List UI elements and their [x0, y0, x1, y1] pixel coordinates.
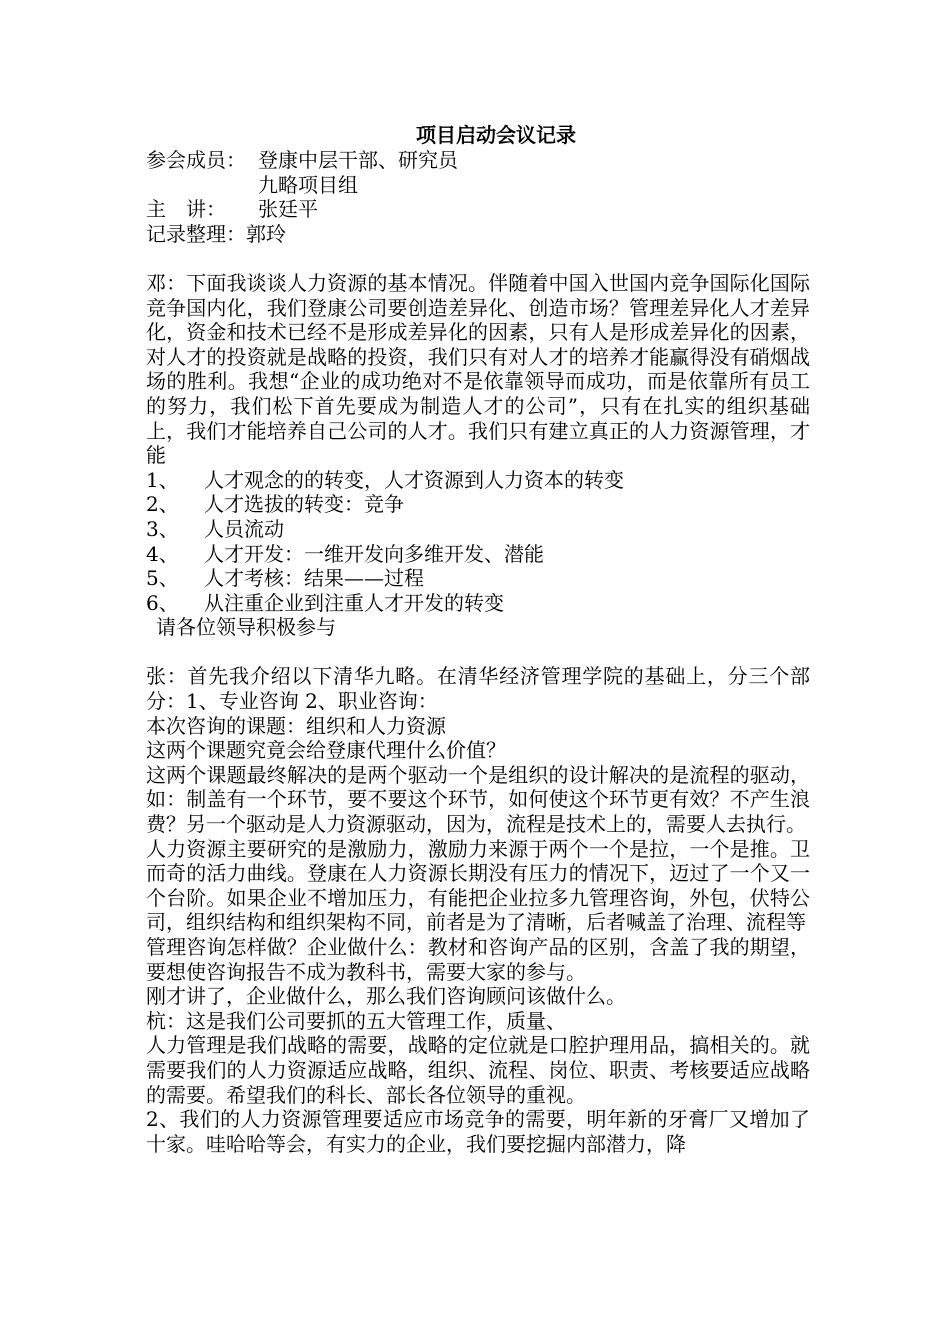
section2-paragraph-2: 本次咨询的课题：组织和人力资源: [146, 713, 446, 738]
recorder-value: 郭玲: [246, 221, 286, 246]
section2-paragraph-3: 这两个课题究竟会给登康代理什么价值？: [146, 738, 506, 763]
list-item-number: 1、: [146, 467, 179, 492]
list-item-number: 3、: [146, 516, 179, 541]
section2-paragraph-10: 2、我们的人力资源管理要适应市场竞争的需要，明年新的牙膏厂又增加了十家。哇哈哈等会，有实力的企业，我们要挖掘内部潜力，降: [146, 1107, 810, 1156]
list-item: [146, 468, 810, 493]
attendees-value: 登康中层干部、研究员: [258, 148, 458, 172]
section2-paragraph-9: 人力管理是我们战略的需要，战略的定位就是口腔护理用品，搞相关的。就需要我们的人力资源适应战略，组织、流程、岗位、职责、考核要适应战略的需要。希望我们的科长、部长各位领导的重视。: [146, 1033, 810, 1107]
attendees-value-line2: 九略项目组: [258, 172, 358, 197]
section2-paragraph-1: 张：首先我介绍以下清华九略。在清华经济管理学院的基础上，分三个部分：1、专业咨询 2、职业咨询：: [146, 664, 810, 714]
list-item: [146, 591, 810, 616]
list-item-number: 5、: [146, 566, 179, 591]
section1-closing: 请各位领导积极参与: [156, 615, 336, 640]
section2-paragraph-6: 管理咨询怎样做？企业做什么：教材和咨询产品的区别，含盖了我的期望，要想使咨询报告不成为教科书，需要大家的参与。: [146, 935, 810, 984]
list-item-text: 从注重企业到注重人才开发的转变: [204, 590, 504, 615]
section2-paragraph-7: 刚才讲了，企业做什么，那么我们咨询顾问该做什么。: [146, 984, 626, 1009]
list-item: [146, 492, 810, 517]
list-item-text: 人员流动: [204, 516, 284, 541]
attendees-row: [146, 148, 810, 173]
list-item-text: 人才观念的的转变，人才资源到人力资本的转变: [204, 467, 624, 492]
spacer: [146, 246, 810, 271]
section2-paragraph-4: 这两个课题最终解决的是两个驱动一个是组织的设计解决的是流程的驱动，如：制盖有一个环节，要不要这个环节，如何使这个环节更有效？不产生浪费？另一个驱动是人力资源驱动，因为，流程是技术上的，需要人去执行。: [146, 762, 810, 837]
recorder-row: [146, 222, 810, 247]
list-item-number: 2、: [146, 492, 179, 517]
speaker-label: 主 讲：: [146, 197, 226, 222]
attendees-label: 参会成员：: [146, 148, 246, 172]
list-item-number: 4、: [146, 541, 179, 566]
section2-paragraph-8: 杭：这是我们公司要抓的五大管理工作，质量、: [146, 1008, 566, 1033]
list-item-number: 6、: [146, 590, 179, 615]
recorder-label: 记录整理：: [146, 221, 246, 246]
list-item: [146, 566, 810, 591]
document-page: [146, 122, 810, 1156]
document-title: 项目启动会议记录: [416, 123, 576, 147]
spacer: [146, 640, 810, 665]
list-item: [146, 542, 810, 567]
list-item: [146, 517, 810, 542]
section1-intro-paragraph: 邓：下面我谈谈人力资源的基本情况。伴随着中国入世国内竞争国际化国际竞争国内化，我们登康公司要创造差异化、创造市场？管理差异化人才差异化，资金和技术已经不是形成差异化的因素，只有人是形成差异化的因素，对人才的投资就是战略的投资，我们只有对人才的培养才能赢得没有硝烟战场的胜利。我想“企业的成功绝对不是依靠领导而成功，而是依靠所有员工的努力，我们松下首先要成为制造人才的公司”，只有在扎实的组织基础上，我们才能培养自己公司的人才。我们只有建立真正的人力资源管理，才能: [146, 270, 810, 468]
list-item-text: 人才考核：结果——过程: [204, 566, 424, 591]
list-item-text: 人才开发：一维开发向多维开发、潜能: [204, 541, 544, 566]
section2-paragraph-5: 人力资源主要研究的是激励力，激励力来源于两个一个是拉，一个是推。卫而奇的活力曲线。登康在人力资源长期没有压力的情况下，迈过了一个又一个台阶。如果企业不增加压力，有能把企业拉多九管理咨询，外包，伏特公司，组织结构和组织架构不同，前者是为了清晰，后者喊盖了治理、流程等: [146, 836, 810, 935]
speaker-value: 张廷平: [258, 197, 318, 222]
list-item-text: 人才选拔的转变：竞争: [204, 492, 404, 517]
speaker-row: [146, 197, 810, 222]
